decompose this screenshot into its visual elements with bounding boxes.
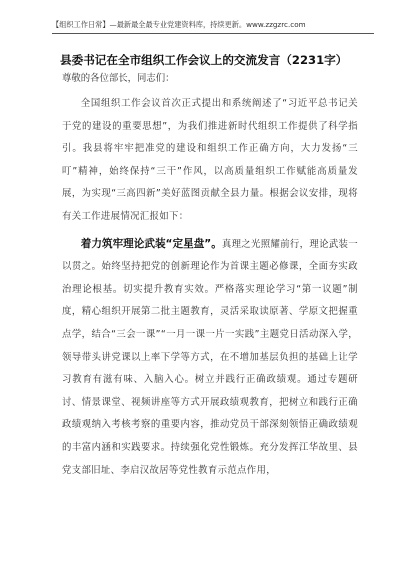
section-body: 真理之光照耀前行，理论武装一以贯之。始终坚持把党的创新理论作为首课主题必修课，全面夯实政治理论根基。切实提升教育实效。严格落实理论学习“第一议题”制度，精心组织开展第二批主题教育，灵活采取读原著、学原文把握重点学，结合“三会一课”“一月一课一片一实践”主题党日活动深入学，领导带头讲党课以上率下学等方式，在不增加基层负担的基础上让学习教育有滋有味、入脑入心。树立并践行正确政绩观。通过专题研讨、情景课堂、视频讲座等方式开展政绩观教育，把树立和践行正确政绩观纳入考核考察的重要内容，推动党员干部深刻领悟正确政绩观的丰富内涵和实践要求。持续强化党性锻炼。充分发挥江华故里、县党支部旧址、李启汉故居等党性教育示范点作用， — [62, 238, 359, 476]
page-header: 【组织工作日常】—最新最全最专业党建资料库，持续更新。www.zzgzrc.com — [52, 20, 306, 29]
intro-paragraph: 全国组织工作会议首次正式提出和系统阐述了“习近平总书记关于党的建设的重要思想”，为我们推进新时代组织工作提供了科学指引。我县将牢牢把准党的建设和组织工作正确方向，大力发扬“三叮”精神，始终保持“三干”作风，以高质量组织工作赋能高质量发展，为实现“三高四新”美好蓝图贡献全县力量。根据会议安排，现将有关工作进展情况汇报如下： — [62, 98, 358, 222]
section-paragraph — [62, 233, 358, 483]
document-title: 县委书记在全市组织工作会议上的交流发言（2231字） — [60, 53, 348, 67]
document-body — [62, 52, 358, 482]
section-heading: 着力筑牢理论武装“定星盘”。 — [80, 237, 222, 250]
header-divider — [52, 33, 374, 34]
salutation: 尊敬的各位部长，同志们： — [62, 73, 175, 84]
